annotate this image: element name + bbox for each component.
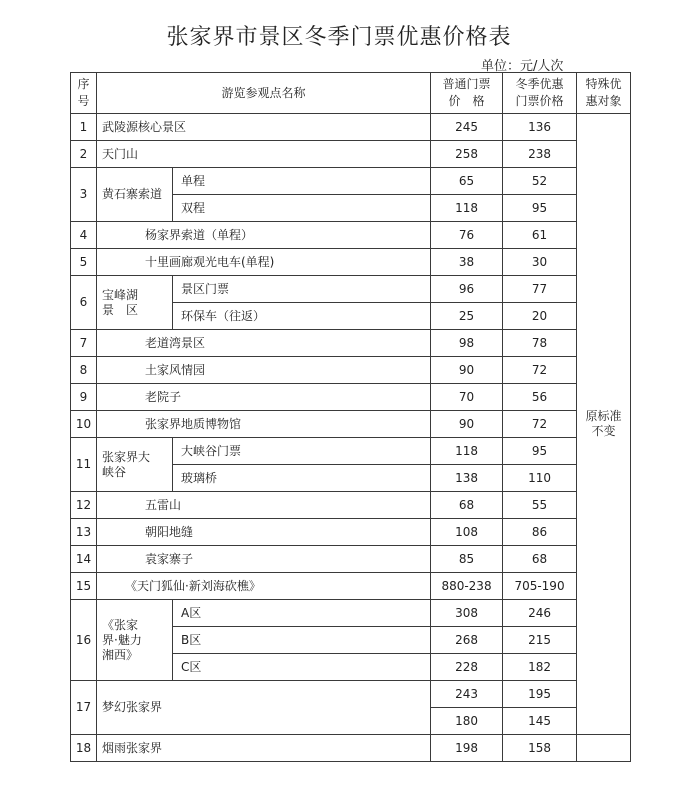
table-row <box>71 546 631 573</box>
spot-name: 《天门狐仙·新刘海砍樵》 <box>97 573 431 600</box>
normal-price: 880-238 <box>431 573 503 600</box>
spot-name: 武陵源核心景区 <box>97 114 431 141</box>
spot-name-line: 《张家 <box>102 617 139 632</box>
special-note-line: 原标准 <box>585 409 622 423</box>
header-no-line: 号 <box>77 94 90 108</box>
normal-price: 258 <box>431 141 503 168</box>
header-winter-price <box>503 73 577 114</box>
table-row <box>71 276 631 303</box>
table-row <box>71 573 631 600</box>
spot-name <box>97 276 173 330</box>
header-normal-price-line: 价 格 <box>448 94 485 108</box>
winter-price: 136 <box>503 114 577 141</box>
normal-price: 68 <box>431 492 503 519</box>
row-no: 3 <box>71 168 97 222</box>
table-row <box>71 330 631 357</box>
row-no: 15 <box>71 573 97 600</box>
table-row <box>71 357 631 384</box>
table-row <box>71 411 631 438</box>
table-row <box>71 681 631 708</box>
row-no: 2 <box>71 141 97 168</box>
row-no: 9 <box>71 384 97 411</box>
page-title: 张家界市景区冬季门票优惠价格表 <box>166 25 512 50</box>
sub-item-name: 玻璃桥 <box>173 465 431 492</box>
normal-price: 243 <box>431 681 503 708</box>
spot-name: 烟雨张家界 <box>97 735 431 762</box>
sub-item-name: A区 <box>173 600 431 627</box>
spot-name: 朝阳地缝 <box>97 519 431 546</box>
spot-name-line: 峡谷 <box>102 464 127 479</box>
winter-price: 246 <box>503 600 577 627</box>
header-no <box>71 73 97 114</box>
spot-name: 十里画廊观光电车(单程) <box>97 249 431 276</box>
table-row <box>71 249 631 276</box>
normal-price: 98 <box>431 330 503 357</box>
unit-label: 单位：元/人次 <box>481 59 564 74</box>
table-row <box>71 114 631 141</box>
sub-item-name: 环保车（往返） <box>173 303 431 330</box>
row-no: 7 <box>71 330 97 357</box>
header-special <box>577 73 631 114</box>
row-no: 12 <box>71 492 97 519</box>
special-note-cell <box>577 114 631 735</box>
spot-name-line: 湘西》 <box>102 647 139 662</box>
spot-name: 天门山 <box>97 141 431 168</box>
winter-price: 110 <box>503 465 577 492</box>
normal-price: 308 <box>431 600 503 627</box>
row-no: 1 <box>71 114 97 141</box>
winter-price: 705-190 <box>503 573 577 600</box>
header-normal-price <box>431 73 503 114</box>
special-note-line: 不变 <box>591 424 616 438</box>
normal-price: 180 <box>431 708 503 735</box>
header-row <box>71 73 631 114</box>
normal-price: 38 <box>431 249 503 276</box>
sub-item-name: B区 <box>173 627 431 654</box>
winter-price: 55 <box>503 492 577 519</box>
normal-price: 118 <box>431 438 503 465</box>
winter-price: 52 <box>503 168 577 195</box>
price-table-body <box>71 73 631 762</box>
sub-item-name: C区 <box>173 654 431 681</box>
row-no: 17 <box>71 681 97 735</box>
winter-price: 68 <box>503 546 577 573</box>
sub-item-name: 景区门票 <box>173 276 431 303</box>
table-row <box>71 735 631 762</box>
spot-name: 袁家寨子 <box>97 546 431 573</box>
normal-price: 268 <box>431 627 503 654</box>
spot-name-line: 张家界大 <box>102 449 151 464</box>
winter-price: 182 <box>503 654 577 681</box>
table-row <box>71 141 631 168</box>
header-name: 游览参观点名称 <box>97 73 431 114</box>
header-winter-price-line: 冬季优惠 <box>515 77 564 91</box>
normal-price: 90 <box>431 411 503 438</box>
row-no: 16 <box>71 600 97 681</box>
normal-price: 76 <box>431 222 503 249</box>
normal-price: 70 <box>431 384 503 411</box>
winter-price: 77 <box>503 276 577 303</box>
table-row <box>71 600 631 627</box>
row-no: 14 <box>71 546 97 573</box>
winter-price: 61 <box>503 222 577 249</box>
winter-price: 86 <box>503 519 577 546</box>
table-row <box>71 492 631 519</box>
sub-item-name: 单程 <box>173 168 431 195</box>
spot-name: 杨家界索道（单程） <box>97 222 431 249</box>
header-winter-price-line: 门票价格 <box>515 94 564 108</box>
spot-name: 张家界地质博物馆 <box>97 411 431 438</box>
row-no: 4 <box>71 222 97 249</box>
spot-name: 老道湾景区 <box>97 330 431 357</box>
sub-item-name: 大峡谷门票 <box>173 438 431 465</box>
row-no: 6 <box>71 276 97 330</box>
normal-price: 118 <box>431 195 503 222</box>
winter-price: 56 <box>503 384 577 411</box>
winter-price: 95 <box>503 195 577 222</box>
row-no: 5 <box>71 249 97 276</box>
row-no: 18 <box>71 735 97 762</box>
winter-price: 30 <box>503 249 577 276</box>
winter-price: 78 <box>503 330 577 357</box>
spot-name <box>97 438 173 492</box>
spot-name-line: 界·魅力 <box>102 632 142 647</box>
row-no: 10 <box>71 411 97 438</box>
normal-price: 138 <box>431 465 503 492</box>
header-normal-price-line: 普通门票 <box>442 77 491 91</box>
table-row <box>71 168 631 195</box>
normal-price: 90 <box>431 357 503 384</box>
spot-name: 土家风情园 <box>97 357 431 384</box>
normal-price: 85 <box>431 546 503 573</box>
header-special-line: 特殊优 <box>585 77 622 91</box>
sub-item-name: 双程 <box>173 195 431 222</box>
header-special-line: 惠对象 <box>585 94 622 108</box>
table-row <box>71 384 631 411</box>
spot-name-line: 景 区 <box>102 302 139 317</box>
normal-price: 245 <box>431 114 503 141</box>
special-empty-cell <box>577 735 631 762</box>
spot-name: 老院子 <box>97 384 431 411</box>
table-row <box>71 222 631 249</box>
row-no: 13 <box>71 519 97 546</box>
normal-price: 198 <box>431 735 503 762</box>
row-no: 11 <box>71 438 97 492</box>
spot-name <box>97 600 173 681</box>
winter-price: 238 <box>503 141 577 168</box>
normal-price: 65 <box>431 168 503 195</box>
normal-price: 228 <box>431 654 503 681</box>
normal-price: 96 <box>431 276 503 303</box>
winter-price: 195 <box>503 681 577 708</box>
winter-price: 72 <box>503 357 577 384</box>
normal-price: 108 <box>431 519 503 546</box>
table-row <box>71 519 631 546</box>
spot-name: 五雷山 <box>97 492 431 519</box>
price-table <box>70 72 631 762</box>
spot-name <box>97 168 173 222</box>
winter-price: 20 <box>503 303 577 330</box>
header-no-line: 序 <box>77 77 90 91</box>
spot-name-line: 宝峰湖 <box>102 287 139 302</box>
winter-price: 215 <box>503 627 577 654</box>
spot-name-line: 黄石寨索道 <box>102 187 163 201</box>
winter-price: 158 <box>503 735 577 762</box>
row-no: 8 <box>71 357 97 384</box>
spot-name: 梦幻张家界 <box>97 681 431 735</box>
normal-price: 25 <box>431 303 503 330</box>
table-row <box>71 438 631 465</box>
winter-price: 72 <box>503 411 577 438</box>
winter-price: 95 <box>503 438 577 465</box>
winter-price: 145 <box>503 708 577 735</box>
